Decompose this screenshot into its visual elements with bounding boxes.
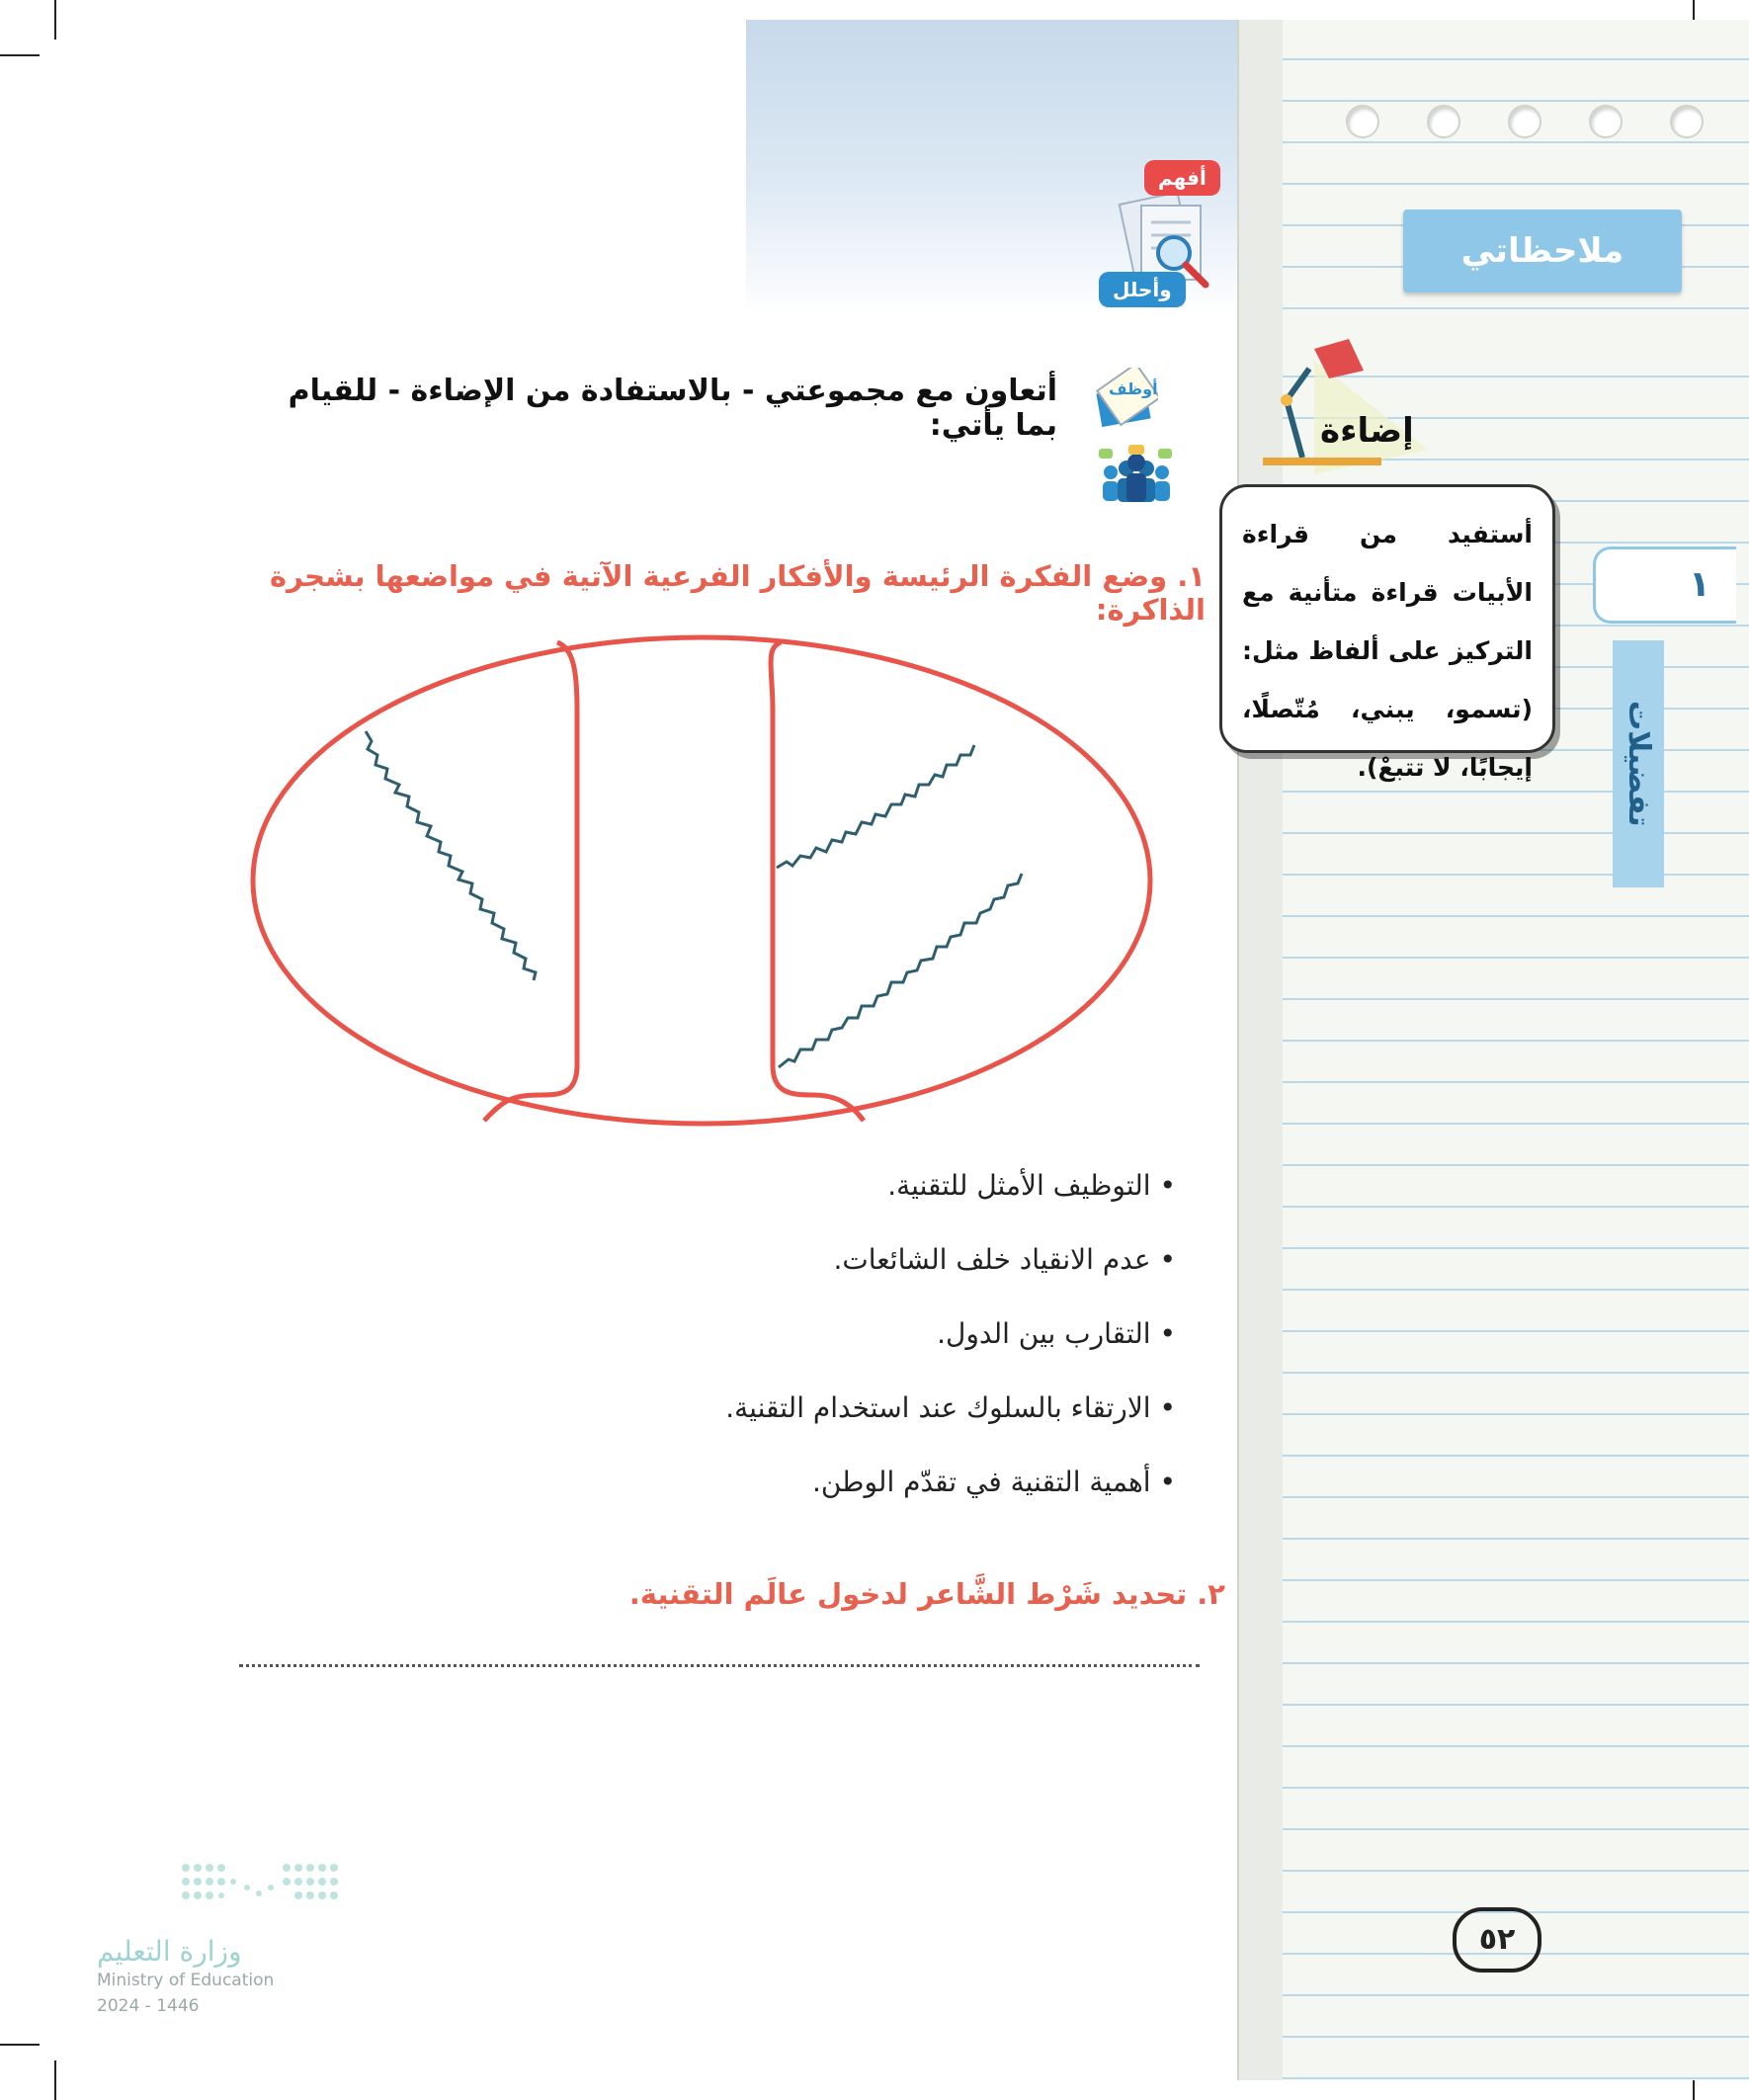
tree-branch-left: [366, 731, 536, 980]
binder-hole: [1427, 105, 1460, 138]
crop-mark: [54, 0, 56, 40]
people-group-icon: [1097, 445, 1176, 506]
crop-mark: [0, 2044, 40, 2046]
binder-hole: [1346, 105, 1379, 138]
tree-crown: [253, 637, 1150, 1124]
understand-analyze-badge: [1097, 158, 1230, 316]
list-item: • عدم الانقياد خلف الشائعات.: [593, 1240, 1176, 1314]
tree-branch-right-lower: [779, 874, 1022, 1067]
activity-instruction: أتعاون مع مجموعتي - بالاستفادة من الإضاءة - للقيام بما يأتي:: [288, 374, 1057, 443]
crop-mark: [0, 54, 40, 56]
binder-hole: [1508, 105, 1541, 138]
list-item: • التقارب بين الدول.: [593, 1314, 1176, 1388]
tip-title: إضاءة: [1320, 411, 1414, 451]
question-1: ١. وضع الفكرة الرئيسة والأفكار الفرعية الآتية في مواضعها بشجرة الذاكرة:: [270, 559, 1206, 627]
crop-mark: [54, 2060, 56, 2100]
tree-trunk-left: [484, 642, 577, 1121]
list-item: • التوظيف الأمثل للتقنية.: [593, 1166, 1176, 1240]
notes-title: ملاحظاتي: [1460, 231, 1624, 271]
lamp-illustration: [1255, 331, 1443, 479]
notes-title-tab: [1403, 210, 1682, 293]
list-item: • أهمية التقنية في تقدّم الوطن.: [593, 1463, 1176, 1537]
analyze-label: وأحلل: [1099, 272, 1186, 307]
binder-hole: [1670, 105, 1704, 138]
apply-icon-label: أوظف: [1109, 379, 1158, 398]
ministry-name-en: Ministry of Education: [97, 1971, 275, 1990]
tip-box: [1219, 484, 1555, 782]
notebook-page: [1283, 20, 1749, 2080]
page-number: ٥٢: [1453, 1907, 1541, 1973]
ministry-name-ar: وزارة التعليم: [97, 1935, 242, 1968]
side-tab: [1613, 640, 1664, 887]
notes-notebook: [1237, 20, 1749, 2080]
memory-tree-diagram: [245, 630, 1194, 1144]
tree-trunk-right: [771, 642, 864, 1121]
list-item: • الارتقاء بالسلوك عند استخدام التقنية.: [593, 1388, 1176, 1463]
lesson-number: ١: [1689, 564, 1710, 605]
ideas-list: [593, 1166, 1176, 1537]
ministry-logo: [178, 1858, 351, 1907]
desk-lamp-icon: [1255, 331, 1443, 479]
side-tab-label: تفضيلات: [1622, 701, 1656, 827]
understand-label: أفهم: [1144, 160, 1220, 196]
group-work-icon: [1097, 445, 1176, 506]
binder-hole: [1589, 105, 1623, 138]
ministry-dots-icon: [178, 1858, 351, 1907]
answer-line[interactable]: [239, 1664, 1200, 1667]
apply-icon: [1091, 368, 1158, 427]
lesson-number-tab: [1593, 546, 1736, 624]
ministry-year: 2024 - 1446: [97, 1996, 200, 2016]
tip-text: أستفيد من قراءة الأبيات قراءة متأنية مع التركيز على ألفاظ مثل: (تسمو، يبني، مُتّصلًا، إيجابًا، لا تتبعْ).: [1242, 520, 1533, 782]
memory-tree-svg: [245, 630, 1194, 1144]
tree-branch-right-upper: [777, 745, 974, 868]
question-2: ٢. تحديد شَرْط الشَّاعر لدخول عالَم التقنية.: [628, 1577, 1225, 1611]
